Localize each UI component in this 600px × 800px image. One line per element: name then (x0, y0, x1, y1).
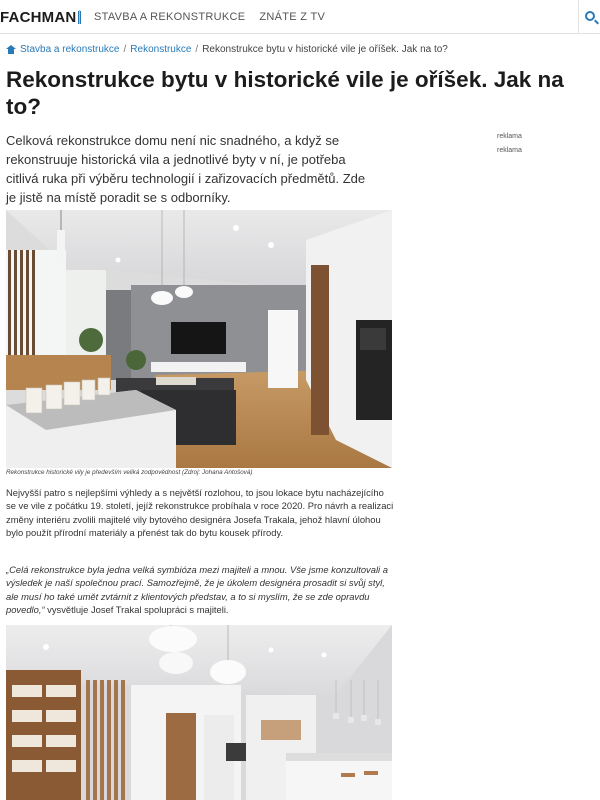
page-title: Rekonstrukce bytu v historické vile je oříšek. Jak na to? (6, 67, 564, 119)
article-image-kitchen[interactable] (6, 625, 392, 800)
logo-text: FACHMAN (0, 8, 77, 26)
image-caption: Rekonstrukce historické vily je především veliká zodpovědnost (Zdroj: Johana Antošová) (6, 469, 253, 476)
quote-attribution: vysvětluje Josef Trakal spolupráci s majiteli. (44, 604, 229, 616)
site-logo[interactable] (0, 7, 81, 27)
breadcrumb (6, 44, 448, 55)
article-paragraph: Nejvyšší patro s nejlepšími výhledy a s největší rozlohou, to jsou lokace bytu nacházejícího se ve vile z počátku 19. století, jejíž rekonstrukce probíhala v roce 2020. Pro návrh a realizaci změny interiéru zvolili majitelé vily bytového designéra Josefa Trakala, jehož hlavní úlohou bylo použít přírodní materiály a přenést tak do bytu kousek přírody. (6, 487, 394, 539)
ad-label: reklama (497, 133, 522, 140)
breadcrumb-separator: / (123, 44, 127, 55)
main-nav (94, 0, 325, 34)
logo-divider (79, 10, 80, 24)
home-icon[interactable] (6, 45, 16, 54)
article-perex: Celková rekonstrukce domu není nic snadného, a když se rekonstruuje historická vila a jednotlivé byty v ní, je potřeba citlivá ruka při výběru technologií i zařizovacích předmětů. Zde je jistě na místě poradit se s odborníky. (6, 133, 366, 205)
ad-label: reklama (497, 147, 522, 154)
article-quote-paragraph (6, 563, 394, 617)
designer-quote: „Celá rekonstrukce byla jedna velká symbióza mezi majiteli a mnou. Vše jsme konzultovali a výsledek je naší společnou prací. Samozřejmě, že je úkolem designéra prosadit si svůj styl, ale musí ho také umět zvtárnit z klientových představ, a to si myslím, že se zde opravdu povedlo,“ (6, 564, 388, 616)
nav-item-stavba[interactable]: STAVBA A REKONSTRUKCE (94, 11, 246, 23)
breadcrumb-stavba[interactable]: Stavba a rekonstrukce (20, 44, 120, 55)
search-button[interactable] (578, 0, 600, 34)
breadcrumb-current: Rekonstrukce bytu v historické vile je oříšek. Jak na to? (202, 44, 448, 55)
search-icon (585, 11, 595, 21)
breadcrumb-separator: / (195, 44, 199, 55)
article-image-living-room[interactable] (6, 210, 392, 468)
top-navigation-bar (0, 0, 600, 34)
nav-item-znate-z-tv[interactable]: ZNÁTE Z TV (259, 11, 326, 23)
breadcrumb-rekonstrukce[interactable]: Rekonstrukce (130, 44, 192, 55)
